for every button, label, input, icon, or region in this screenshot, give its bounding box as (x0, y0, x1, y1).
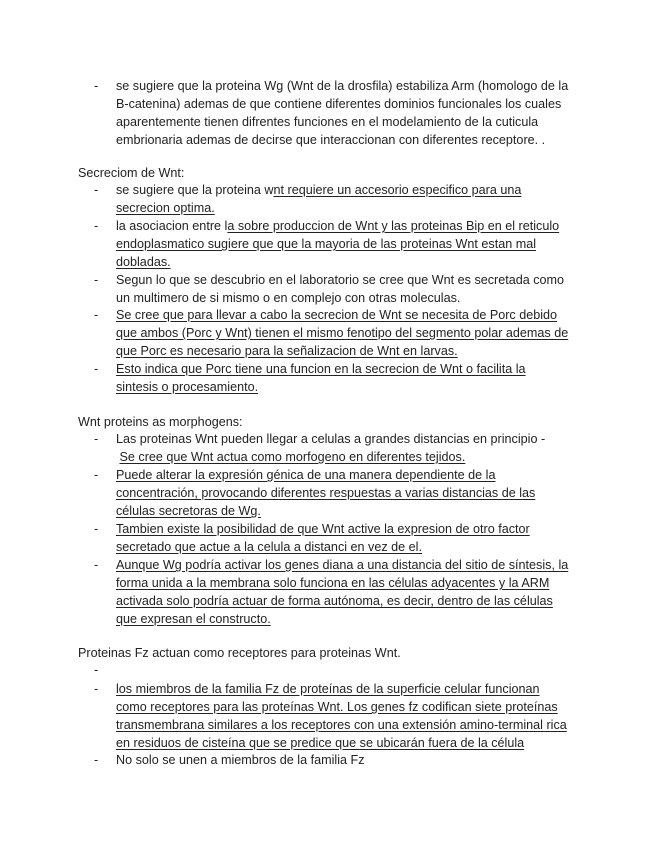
text-line: No solo se unen a miembros de la familia Fz (116, 753, 365, 767)
text-line: se sugiere que la proteina Wg (Wnt de la drosfila) estabiliza Arm (homologo de la (116, 79, 569, 93)
bullet-dash: - (94, 558, 99, 572)
item-text (116, 360, 526, 396)
text-line: secretado que actue a la celula a distanci en vez de el. (116, 540, 422, 554)
text-line: Tambien existe la posibilidad de que Wnt active la expresion de otro factor (116, 522, 530, 536)
bullet-dash: - (94, 183, 99, 197)
section-heading: Proteinas Fz actuan como receptores para proteinas Wnt. (78, 646, 401, 660)
bullet-dash: - (94, 308, 99, 322)
bullet-dash: - (94, 663, 99, 677)
text-line: en residuos de cisteína que se predice que se ubicarán fuera de la célula (116, 736, 525, 750)
text-line: se sugiere que la proteina wnt requiere un accesorio especifico para una (116, 183, 522, 197)
text-line: Se cree que para llevar a cabo la secrecion de Wnt se necesita de Porc debido (116, 308, 558, 322)
item-text (116, 556, 568, 628)
item-text (116, 430, 545, 466)
section-heading: Wnt proteins as morphogens: (78, 415, 243, 429)
section-heading: Secreciom de Wnt: (78, 166, 185, 180)
item-text (116, 680, 567, 752)
bullet-dash: - (94, 682, 99, 696)
item-text (116, 751, 365, 769)
item-text (116, 77, 568, 149)
text-line: forma unida a la membrana solo funciona en las células adyacentes y la ARM (116, 576, 550, 590)
bullet-dash: - (94, 522, 99, 536)
text-line: concentración, provocando diferentes respuestas a varias distancias de las (116, 486, 536, 500)
bullet-dash: - (94, 79, 99, 93)
text-line: transmembrana similares a los receptores con una extensión amino-terminal rica (116, 718, 567, 732)
bullet-dash: - (94, 273, 99, 287)
bullet-dash: - (94, 362, 99, 376)
text-line: dobladas. (116, 255, 171, 269)
text-line: sintesis o procesamiento. (116, 380, 259, 394)
text-line: la asociacion entre la sobre produccion de Wnt y las proteinas Bip en el reticulo (116, 219, 560, 233)
text-line: Se cree que Wnt actua como morfogeno en diferentes tejidos. (119, 450, 466, 464)
bullet-dash: - (94, 468, 99, 482)
text-line: aparentemente tienen difrentes funciones en el modelamiento de la cuticula (116, 115, 539, 129)
text-line: los miembros de la familia Fz de proteínas de la superficie celular funcionan (116, 682, 540, 696)
text-line: Aunque Wg podría activar los genes diana a una distancia del sitio de síntesis, la (116, 558, 569, 572)
text-line: activada solo podría actuar de forma autónoma, es decir, dentro de las células (116, 594, 553, 608)
item-text (116, 466, 535, 520)
bullet-dash: - (94, 753, 99, 767)
text-line: Esto indica que Porc tiene una funcion en la secrecion de Wnt o facilita la (116, 362, 526, 376)
text-line: Segun lo que se descubrio en el laboratorio se cree que Wnt es secretada como (116, 273, 565, 287)
text-line: un multimero de si mismo o en complejo con otras moleculas. (116, 291, 461, 305)
text-line: B-catenina) ademas de que contiene diferentes dominios funcionales los cuales (116, 97, 562, 111)
text-line: que ambos (Porc y Wnt) tienen el mismo fenotipo del segmento polar ademas de (116, 326, 569, 340)
text-line: que Porc es necesario para la señalizacion de Wnt en larvas. (116, 344, 458, 358)
text-line: endoplasmatico sugiere que que la mayoria de las proteinas Wnt estan mal (116, 237, 537, 251)
bullet-dash: - (94, 219, 99, 233)
text-line: que expresan el constructo. (116, 612, 271, 626)
text-line: Las proteinas Wnt pueden llegar a celulas a grandes distancias en principio - (116, 432, 546, 446)
text-line: como receptores para las proteínas Wnt. Los genes fz codifican siete proteínas (116, 700, 558, 714)
item-text (116, 306, 568, 360)
text-line: Puede alterar la expresión génica de una manera dependiente de la (116, 468, 496, 482)
item-text (116, 217, 559, 271)
text-line: células secretoras de Wg. (116, 504, 261, 518)
bullet-dash: - (94, 432, 99, 446)
text-line: secrecion optima. (116, 201, 215, 215)
item-text (116, 181, 521, 217)
text-line: embrionaria ademas de decirse que interaccionan con diferentes receptore. . (116, 133, 546, 147)
item-text (116, 520, 530, 556)
item-text (116, 271, 564, 307)
